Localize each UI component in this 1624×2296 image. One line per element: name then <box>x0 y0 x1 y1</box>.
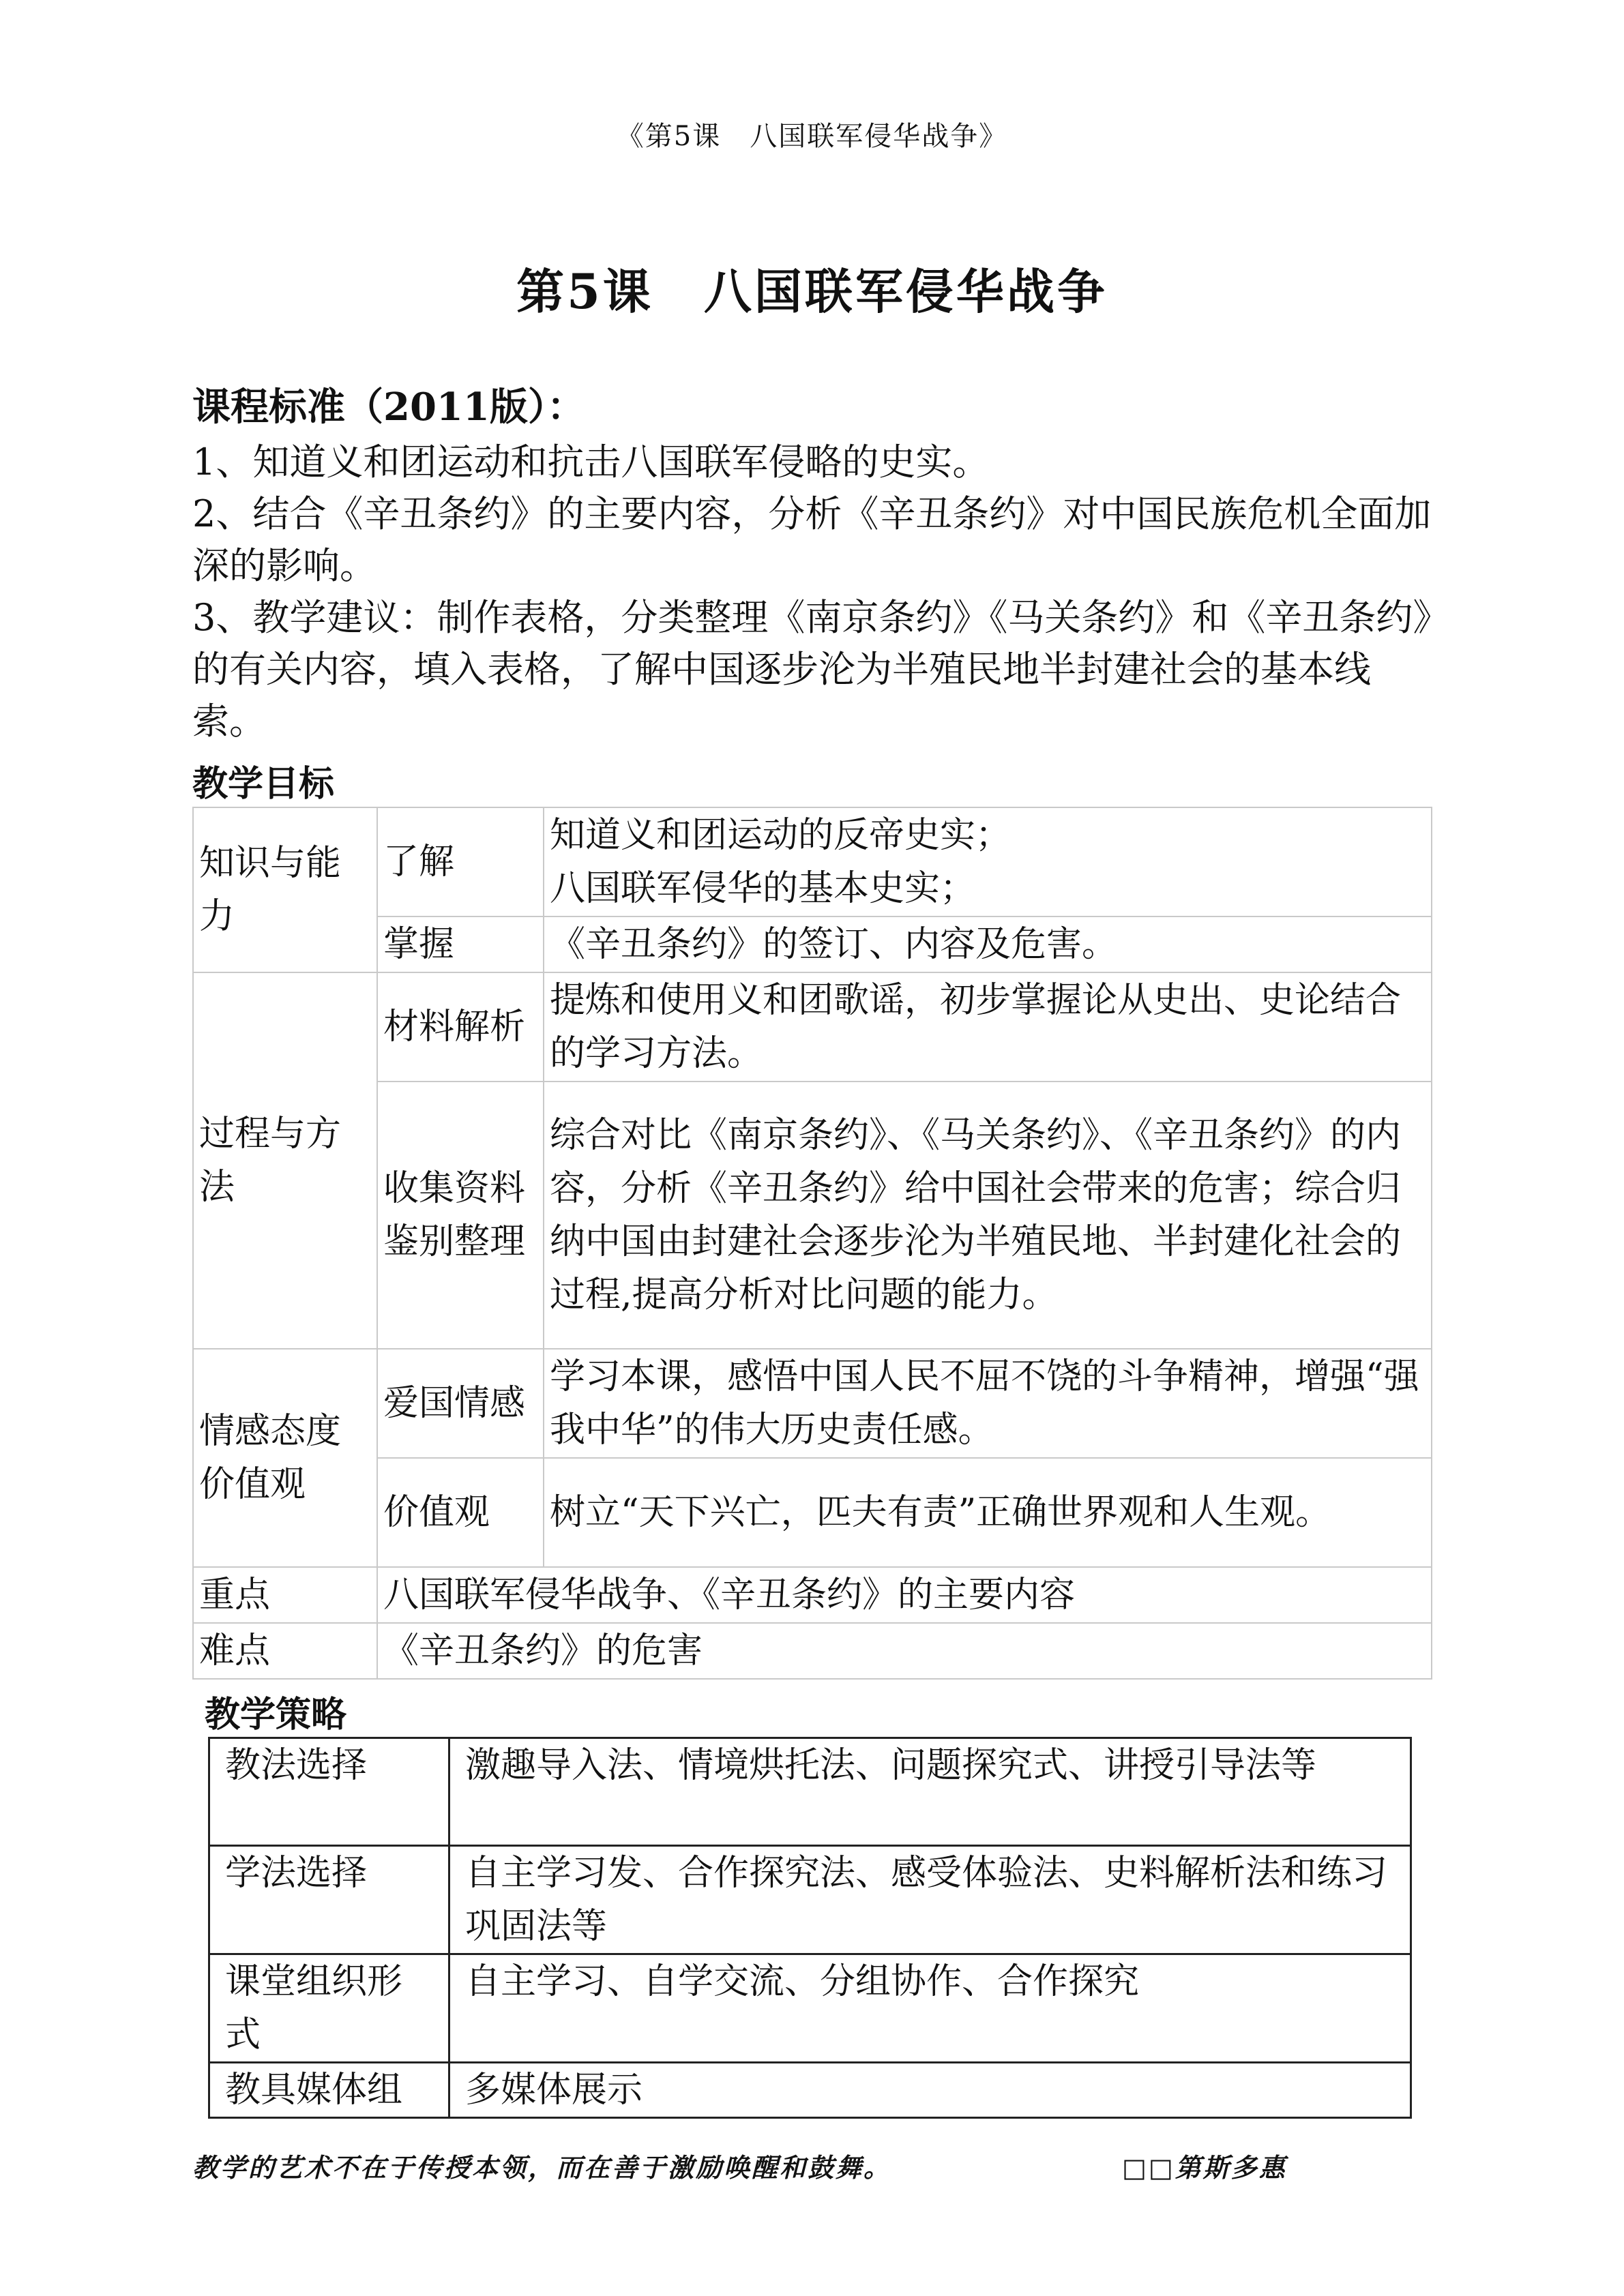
goal-label: 材料解析 <box>377 972 544 1082</box>
footer-quote: 教学的艺术不在于传授本领，而在善于激励唤醒和鼓舞。 <box>192 2152 892 2183</box>
goal-label: 价值观 <box>377 1458 544 1567</box>
goal-content: 树立“天下兴亡，匹夫有责”正确世界观和人生观。 <box>544 1458 1432 1567</box>
table-row <box>193 1623 1432 1679</box>
strategy-heading: 教学策略 <box>205 1694 347 1735</box>
table-row <box>193 1458 1432 1567</box>
table-row <box>193 1082 1432 1349</box>
table-row <box>209 2063 1411 2118</box>
goal-content: 八国联军侵华战争、《辛丑条约》的主要内容 <box>377 1567 1432 1623</box>
goals-table <box>192 807 1432 1680</box>
table-row <box>193 1567 1432 1623</box>
table-row <box>209 1738 1411 1846</box>
goal-category: 过程与方法 <box>193 972 377 1349</box>
goal-content: 综合对比《南京条约》、《马关条约》、《辛丑条约》的内容，分析《辛丑条约》给中国社会带来的危害；综合归纳中国由封建社会逐步沦为半殖民地、半封建化社会的过程,提高分析对比问题的能力。 <box>544 1082 1432 1349</box>
strategy-label: 学法选择 <box>209 1846 449 1954</box>
goal-content: 《辛丑条约》的危害 <box>377 1623 1432 1679</box>
standard-item: 3、教学建议：制作表格，分类整理《南京条约》《马关条约》和《辛丑条约》的有关内容，填入表格，了解中国逐步沦为半殖民地半封建社会的基本线索。 <box>192 596 1432 743</box>
strategy-label: 教具媒体组 <box>209 2063 449 2118</box>
goal-label: 难点 <box>193 1623 377 1679</box>
standard-item: 2、结合《辛丑条约》的主要内容，分析《辛丑条约》对中国民族危机全面加深的影响。 <box>192 492 1432 587</box>
strategy-label: 课堂组织形式 <box>209 1954 449 2063</box>
page-title: 第5课 八国联军侵华战争 <box>516 263 1108 320</box>
footer-author: □□第斯多惠 <box>1122 2152 1287 2183</box>
goal-content: 提炼和使用义和团歌谣，初步掌握论从史出、史论结合的学习方法。 <box>544 972 1432 1082</box>
standard-item: 1、知道义和团运动和抗击八国联军侵略的史实。 <box>192 441 990 483</box>
goal-label: 了解 <box>377 807 544 916</box>
goal-content: 《辛丑条约》的签订、内容及危害。 <box>544 916 1432 972</box>
goal-label: 爱国情感 <box>377 1349 544 1458</box>
goal-category: 情感态度价值观 <box>193 1349 377 1567</box>
table-row <box>209 1954 1411 2063</box>
strategy-label: 教法选择 <box>209 1738 449 1846</box>
goal-content: 学习本课，感悟中国人民不屈不饶的斗争精神，增强“强我中华”的伟大历史责任感。 <box>544 1349 1432 1458</box>
table-row <box>193 916 1432 972</box>
table-row <box>209 1846 1411 1954</box>
table-row <box>193 807 1432 916</box>
page-header: 《第5课 八国联军侵华战争》 <box>616 121 1008 152</box>
goal-category: 知识与能力 <box>193 807 377 972</box>
strategy-table <box>208 1737 1412 2119</box>
goal-label: 重点 <box>193 1567 377 1623</box>
standard-list <box>192 436 1441 747</box>
standard-heading: 课程标准（2011版）： <box>192 385 585 430</box>
strategy-content: 多媒体展示 <box>449 2063 1411 2118</box>
strategy-content: 自主学习发、合作探究法、感受体验法、史料解析法和练习巩固法等 <box>449 1846 1411 1954</box>
table-row <box>193 972 1432 1082</box>
strategy-content: 激趣导入法、情境烘托法、问题探究式、讲授引导法等 <box>449 1738 1411 1846</box>
goal-label: 掌握 <box>377 916 544 972</box>
strategy-content: 自主学习、自学交流、分组协作、合作探究 <box>449 1954 1411 2063</box>
goal-label: 收集资料鉴别整理 <box>377 1082 544 1349</box>
table-row <box>193 1349 1432 1458</box>
goals-heading: 教学目标 <box>192 763 335 805</box>
goal-content: 知道义和团运动的反帝史实； 八国联军侵华的基本史实； <box>544 807 1432 916</box>
